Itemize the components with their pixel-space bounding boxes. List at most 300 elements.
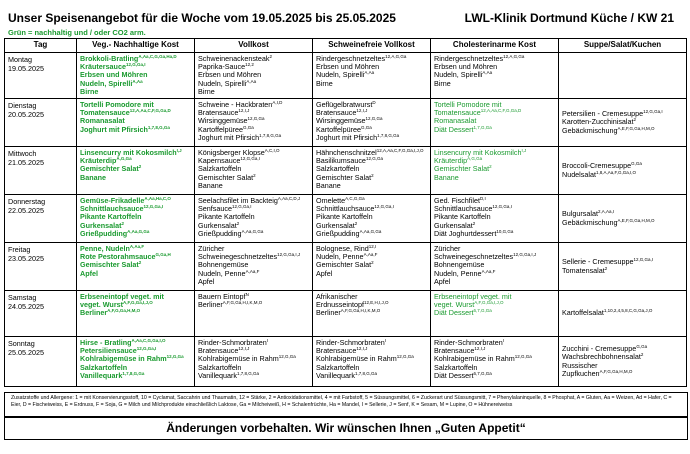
day-row xyxy=(5,99,687,147)
allergen-codes: I xyxy=(266,338,268,344)
dish-name: Banane xyxy=(198,180,223,190)
dish-name: Gurkensalat xyxy=(80,220,122,230)
dish-name: Wirsinggemüse xyxy=(198,116,248,126)
menu-item xyxy=(198,301,309,309)
vollkost-cell xyxy=(195,147,313,195)
dish-name: Tomatensauce xyxy=(434,108,481,118)
allergen-codes: 12,G,Ga,I xyxy=(240,156,260,162)
allergen-codes: 2,A,Aa,I xyxy=(597,209,614,215)
allergen-codes: A,C,I,O xyxy=(264,148,280,154)
menu-item xyxy=(434,372,555,380)
vollkost-cell xyxy=(195,291,313,337)
menu-item xyxy=(198,134,309,142)
dish-name: Gemüse-Frikadelle xyxy=(80,196,145,206)
cholesterinarm-cell xyxy=(431,337,559,387)
dish-name: Salzkartoffeln xyxy=(198,362,242,372)
dish-name: Romanasalat xyxy=(434,116,477,126)
allergen-codes: 12,I,J xyxy=(238,108,250,114)
allergen-codes: 1,7,8,G,Ga xyxy=(259,132,282,138)
day-date: 22.05.2025 xyxy=(8,206,44,216)
header-vollkost: Vollkost xyxy=(195,39,313,53)
dish-name: Rote Pestorahmsauce xyxy=(80,252,156,262)
allergen-codes: A,I,D xyxy=(272,100,283,106)
menu-item xyxy=(316,270,427,278)
menu-item xyxy=(562,219,683,227)
menu-item xyxy=(316,261,427,269)
dish-name: Ged. Fischfilet xyxy=(434,196,480,206)
dish-name: Bohnengemüse xyxy=(198,260,249,270)
dish-name: Königsberger Klopse xyxy=(198,148,265,158)
dish-name: Diät Dessert xyxy=(434,124,474,134)
day-row xyxy=(5,53,687,99)
allergen-codes: A,Aa,G,Ga xyxy=(241,228,264,234)
dish-name: Bratensauce xyxy=(198,346,239,356)
dish-name: Erbsen und Möhren xyxy=(198,70,262,80)
dish-name: Kartoffelpüree xyxy=(198,124,244,134)
allergen-codes: 12,A,G,Ga xyxy=(385,54,407,59)
dish-name: Birne xyxy=(316,78,333,88)
day-name: Dienstag xyxy=(8,101,37,111)
allergen-codes: A,C,G,Ga xyxy=(345,196,365,202)
dish-name: Omelette xyxy=(316,196,346,206)
allergen-codes: 12,G,Ga,I,J xyxy=(277,252,301,258)
allergen-codes: 1,7,8,G,Ga xyxy=(147,124,170,130)
allergen-codes: 12,G,Ga xyxy=(365,116,383,122)
allergen-codes: A,F,G,Ga,H,M,O xyxy=(599,368,633,374)
dish-name: Diät Dessert xyxy=(434,308,474,318)
dish-name: Schnittlauchsauce xyxy=(316,204,375,214)
allergen-codes: G,Ga xyxy=(243,124,254,130)
dish-name: Erbsen und Möhren xyxy=(434,62,498,72)
dish-name: Gemischter Salat xyxy=(80,260,139,270)
allergen-codes: A,Aa,F xyxy=(245,268,260,274)
allergen-codes: 6,7,G,Ga xyxy=(473,370,492,376)
dish-name: Rinder-Schmorbraten xyxy=(434,338,503,348)
menu-item xyxy=(562,127,683,135)
dish-name: Wirsinggemüse xyxy=(316,116,366,126)
dish-name: Bohnengemüse xyxy=(434,260,485,270)
menu-item xyxy=(316,230,427,238)
allergen-codes: A,E,F,G,Ga,H,M,O xyxy=(617,217,655,223)
veg-cell xyxy=(77,195,195,243)
allergen-codes: 12,I,J xyxy=(356,346,368,352)
menu-table xyxy=(4,38,687,387)
dish-name: Tomatensauce xyxy=(80,108,130,118)
dish-name: Zupfkuchen xyxy=(562,368,600,378)
allergen-codes: 12,E,H,I,J,O xyxy=(363,300,389,306)
menu-item xyxy=(80,126,191,134)
dish-name: Bratensauce xyxy=(198,108,239,118)
day-name: Donnerstag xyxy=(8,197,46,207)
dish-name: Birne xyxy=(198,86,215,96)
suppe-cell xyxy=(559,291,687,337)
dish-name: Penne, Nudeln xyxy=(80,244,130,254)
day-date: 23.05.2025 xyxy=(8,254,44,264)
header-schweinefrei: Schweinefreie Vollkost xyxy=(313,39,431,53)
dish-name: Nudeln, Spirelli xyxy=(80,78,133,88)
dish-name: Tortelli Pomodore mit xyxy=(434,100,502,110)
dish-name: Petersilien - Cremesuppe xyxy=(562,109,644,119)
allergen-codes: 12,A,Aa,C,F,G,Ga,D xyxy=(480,108,522,114)
allergen-codes: 12,G,Ga xyxy=(278,354,296,360)
schweinefrei-cell xyxy=(313,337,431,387)
allergen-codes: 12,2 xyxy=(245,62,254,68)
allergen-codes: 2 xyxy=(253,172,256,178)
dish-name: Seelachsfilet im Backteig xyxy=(198,196,278,206)
allergen-codes: 12,A,Aa,C,F,G,Ga,D xyxy=(129,108,171,114)
allergen-codes: A,G,Ga xyxy=(467,156,483,162)
menu-item xyxy=(198,372,309,380)
allergen-codes: A,Aa,F xyxy=(481,268,496,274)
dish-name: Erbseneintopf veget. mit xyxy=(434,292,512,302)
cholesterinarm-cell xyxy=(431,53,559,99)
dish-name: Birne xyxy=(434,78,451,88)
vollkost-cell xyxy=(195,337,313,387)
veg-cell xyxy=(77,337,195,387)
menu-item xyxy=(434,278,555,286)
dish-name: Nudeln, Spirelli xyxy=(316,70,365,80)
dish-name: Hirse - Bratling xyxy=(80,338,132,348)
allergen-codes: 6,7,G,Ga xyxy=(473,308,492,314)
menu-item xyxy=(80,372,191,380)
day-name: Samstag xyxy=(8,293,37,303)
dish-name: Gurkensalat xyxy=(316,220,355,230)
dish-name: Joghurt mit Pfirsich xyxy=(198,132,260,142)
menu-item xyxy=(562,309,683,317)
dish-name: Bratensauce xyxy=(316,346,357,356)
dish-name: Kohlrabigemüse in Rahm xyxy=(316,354,397,364)
dish-name: Apfel xyxy=(80,268,98,278)
dish-name: Basilikumsauce xyxy=(316,156,366,166)
dish-name: Kräuterdip xyxy=(80,156,117,166)
dish-name: Bratensauce xyxy=(434,346,475,356)
dish-name: Gebäckmischung xyxy=(562,125,618,135)
allergen-codes: 1,7,8,G,Ga xyxy=(355,370,378,376)
day-date: 25.05.2025 xyxy=(8,348,44,358)
dish-name: Erbsen und Möhren xyxy=(316,62,380,72)
vollkost-cell xyxy=(195,53,313,99)
dish-name: Pikante Kartoffeln xyxy=(198,212,255,222)
menu-item xyxy=(434,270,555,278)
day-cell xyxy=(5,243,77,291)
dish-name: Salzkartoffeln xyxy=(316,164,360,174)
allergen-codes: A,F,G,Ga,I,J,O xyxy=(474,300,504,306)
dish-name: Kartoffelpüree xyxy=(316,124,362,134)
dish-name: Sellerie - Cremesuppe xyxy=(562,257,634,267)
dish-name: Diät Joghurtdessert xyxy=(434,228,497,238)
suppe-cell xyxy=(559,243,687,291)
day-row xyxy=(5,195,687,243)
dish-name: Erbseneintopf veget. mit xyxy=(80,292,164,302)
allergen-codes: 12,A,G,Ga xyxy=(503,54,525,59)
day-row xyxy=(5,291,687,337)
cholesterinarm-cell xyxy=(431,147,559,195)
allergen-codes: 12,G,Ga xyxy=(514,354,532,360)
cholesterinarm-cell xyxy=(431,195,559,243)
schweinefrei-cell xyxy=(313,147,431,195)
dish-name: Apfel xyxy=(434,276,451,286)
day-cell xyxy=(5,291,77,337)
dish-name: Bulgursalat xyxy=(562,209,598,219)
dish-name: Salzkartoffeln xyxy=(80,362,128,372)
dish-name: Schnittlauchsauce xyxy=(434,204,493,214)
allergen-codes: A,Aa,C,G,Ga,Ha,D xyxy=(138,54,177,59)
allergen-codes: 2 xyxy=(236,220,240,226)
dish-name: Bolognese, Rind xyxy=(316,244,369,254)
dish-name: Rinder-Schmorbraten xyxy=(316,338,385,348)
dish-name: Apfel xyxy=(198,276,215,286)
dish-name: Vanillequark xyxy=(198,370,238,380)
allergen-codes: A,F,G,Ga,H,I,K,M,O xyxy=(340,308,381,314)
dish-name: Erdnusseintopf xyxy=(316,300,364,310)
dish-name: Gemischter Salat xyxy=(316,260,372,270)
allergen-codes: D,I xyxy=(479,196,486,202)
menu-item xyxy=(80,174,191,182)
dish-name: Nudeln, Penne xyxy=(434,268,482,278)
day-cell xyxy=(5,147,77,195)
allergen-codes: 2 xyxy=(269,54,273,59)
dish-name: Bratensauce xyxy=(316,108,357,118)
suppe-cell xyxy=(559,337,687,387)
dish-name: Birne xyxy=(80,86,99,96)
allergen-codes: 2 xyxy=(121,220,125,226)
dish-name: Nudeln, Penne xyxy=(198,268,246,278)
veg-cell xyxy=(77,53,195,99)
menu-item xyxy=(80,88,191,96)
day-cell xyxy=(5,99,77,147)
dish-name: Banane xyxy=(434,172,459,182)
vollkost-cell xyxy=(195,243,313,291)
dish-name: Pikante Kartoffeln xyxy=(434,212,491,222)
allergen-codes: 12,G,Ga,I xyxy=(492,204,512,210)
dish-name: Russischer xyxy=(562,360,598,370)
allergen-codes: I xyxy=(384,338,386,344)
allergen-codes: 12,G,Ga,I xyxy=(143,204,164,210)
menu-item xyxy=(434,230,555,238)
dish-name: Rindergeschnetzeltes xyxy=(434,54,504,63)
dish-name: Kapernsauce xyxy=(198,156,241,166)
allergen-codes: 2 xyxy=(138,260,142,266)
allergen-codes: 12,I xyxy=(368,244,377,250)
schweinefrei-cell xyxy=(313,53,431,99)
header-cholesterinarm: Cholesterinarme Kost xyxy=(431,39,559,53)
dish-name: Diät Dessert xyxy=(434,370,474,380)
day-row xyxy=(5,337,687,387)
day-name: Montag xyxy=(8,55,32,64)
day-name: Sonntag xyxy=(8,339,35,349)
menu-item xyxy=(434,174,555,182)
allergen-codes: 12,G,Ga,I xyxy=(231,204,252,210)
dish-name: Kräutersauce xyxy=(80,62,126,72)
allergen-codes: A,F,G,Ga,H,M,O xyxy=(107,308,141,314)
vollkost-cell xyxy=(195,99,313,147)
veg-cell xyxy=(77,243,195,291)
dish-name: Pikante Kartoffeln xyxy=(316,212,373,222)
day-date: 21.05.2025 xyxy=(8,158,44,168)
allergen-codes: A,Aa,F xyxy=(129,244,145,250)
schweinefrei-cell xyxy=(313,291,431,337)
dish-name: Apfel xyxy=(316,268,333,278)
dish-name: Salzkartoffeln xyxy=(198,164,242,174)
day-cell xyxy=(5,195,77,243)
allergen-codes: D xyxy=(372,100,376,106)
allergen-codes: N xyxy=(245,292,249,298)
menu-item xyxy=(434,309,555,317)
schweinefrei-cell xyxy=(313,243,431,291)
dish-name: Joghurt mit Pfirsich xyxy=(316,132,378,142)
allergen-codes: A,Aa,C,G,Ga,I,O xyxy=(131,338,166,344)
day-date: 20.05.2025 xyxy=(8,110,44,120)
allergen-codes: 12,I,J xyxy=(356,108,368,114)
dish-name: Gurkensalat xyxy=(198,220,237,230)
dish-name: Senfsauce xyxy=(198,204,232,214)
allergen-codes: G,Ga xyxy=(631,161,642,167)
allergen-codes: 2 xyxy=(633,117,637,123)
allergen-codes: A,Aa,G,Ga xyxy=(359,228,382,234)
menu-item xyxy=(198,88,309,96)
dish-name: Grießpudding xyxy=(80,228,128,238)
dish-name: Züricher xyxy=(198,244,225,254)
dish-name: Afrikanischer xyxy=(316,292,358,302)
dish-name: Banane xyxy=(316,180,341,190)
dish-name: Vanillequark xyxy=(80,370,123,380)
day-row xyxy=(5,243,687,291)
dish-name: Grießpudding xyxy=(198,228,242,238)
allergen-codes: 1,7,8,G,Ga xyxy=(237,370,260,376)
allergen-codes: G,Ga xyxy=(636,344,648,350)
allergen-codes: 1,7,G,Ga xyxy=(473,124,492,130)
suppe-cell xyxy=(559,99,687,147)
dish-name: Schnittlauchsauce xyxy=(80,204,144,214)
veg-cell xyxy=(77,147,195,195)
dish-name: Banane xyxy=(80,172,106,182)
dish-name: Kräuterdip xyxy=(434,156,468,166)
dish-name: Schweinenackensteak xyxy=(198,54,270,63)
day-cell xyxy=(5,337,77,387)
allergen-codes: A,Aa,F xyxy=(363,252,378,258)
allergen-codes: 12,G,Ga xyxy=(365,156,383,162)
schweinefrei-cell xyxy=(313,195,431,243)
dish-name: Nudeln, Penne xyxy=(316,252,364,262)
allergen-codes: I,J xyxy=(176,148,182,154)
menu-item xyxy=(316,309,427,317)
header-tag: Tag xyxy=(5,39,77,53)
dish-name: Gebäckmischung xyxy=(562,217,618,227)
dish-name: Hähnchenschnitzel xyxy=(316,148,377,158)
suppe-cell xyxy=(559,195,687,243)
allergen-codes: 2 xyxy=(371,172,374,178)
day-cell xyxy=(5,53,77,99)
allergen-codes: 2 xyxy=(604,265,608,271)
menu-item xyxy=(434,126,555,134)
allergen-codes: 12,G,Ga,I xyxy=(125,62,146,68)
allergen-codes: 2 xyxy=(354,220,358,226)
menu-item xyxy=(80,270,191,278)
dish-name: Kohlrabigemüse in Rahm xyxy=(198,354,279,364)
dish-name: veget. Wurst xyxy=(434,300,475,310)
dish-name: Gurkensalat xyxy=(434,220,473,230)
allergen-codes: 2 xyxy=(640,352,644,358)
allergen-codes: 1,10,2,4,5,8,C,G,Ga,J,O xyxy=(603,308,653,314)
dish-name: Vanillequark xyxy=(316,370,356,380)
day-row xyxy=(5,147,687,195)
dish-name: Kohlrabigemüse in Rahm xyxy=(434,354,515,364)
dish-name: Grießpudding xyxy=(316,228,360,238)
allergen-codes: 12,I,J xyxy=(238,346,250,352)
dish-name: Tortelli Pomodore mit xyxy=(80,100,154,110)
dish-name: Pikante Kartoffeln xyxy=(80,212,142,222)
dish-name: Wachsbrechbohnensalat xyxy=(562,352,641,362)
allergen-codes: 12,G,Ga,I,J xyxy=(513,252,537,258)
page-title: Unser Speisenangebot für die Woche vom 19.05.2025 bis 25.05.2025 xyxy=(8,11,396,25)
menu-item xyxy=(316,182,427,190)
menu-item xyxy=(562,370,683,378)
footer-note: Änderungen vorbehalten. Wir wünschen Ihnen „Guten Appetit“ xyxy=(4,416,688,440)
dish-name: Gemischter Salat xyxy=(316,172,372,182)
allergen-codes: A,Aa,C,D,J xyxy=(277,196,301,202)
dish-name: Gemischter Salat xyxy=(434,164,490,174)
menu-item xyxy=(562,267,683,275)
allergen-codes: 12,I,J xyxy=(474,346,486,352)
allergen-codes: 1,7,8,G,Ga xyxy=(377,132,400,138)
allergen-codes: A,Aa xyxy=(364,70,375,76)
dish-name: Linsencurry mit Kokosmilch xyxy=(434,148,522,158)
allergen-codes: 2 xyxy=(472,220,476,226)
dish-name: Nudeln, Spirelli xyxy=(434,70,483,80)
allergen-codes: 1,7,8,G,Ga xyxy=(122,370,145,376)
menu-item xyxy=(316,80,427,88)
dish-name: Züricher xyxy=(434,244,461,254)
dish-name: Romanasalat xyxy=(80,116,125,126)
header-veg: Veg.- Nachhaltige Kost xyxy=(77,39,195,53)
day-name: Mittwoch xyxy=(8,149,37,159)
menu-item xyxy=(434,80,555,88)
kitchen-label: LWL-Klinik Dortmund Küche / KW 21 xyxy=(464,11,674,25)
menu-item xyxy=(434,71,555,79)
allergen-codes: A,Aa,G,Ga xyxy=(127,228,150,234)
header-row xyxy=(5,39,687,53)
dish-name: Brokkoli-Bratling xyxy=(80,54,139,63)
dish-name: Gemischter Salat xyxy=(198,172,254,182)
dish-name: Rinder-Schmorbraten xyxy=(198,338,267,348)
dish-name: Berliner xyxy=(80,308,108,318)
veg-cell xyxy=(77,291,195,337)
schweinefrei-cell xyxy=(313,99,431,147)
dish-name: Paprika-Sauce xyxy=(198,62,246,72)
allergen-codes: I xyxy=(502,338,504,344)
allergen-codes: 2 xyxy=(371,260,374,266)
day-name: Freitag xyxy=(8,245,31,255)
dish-name: Schweine - Hackbraten xyxy=(198,100,273,110)
allergen-codes: 12,G,Ga,I xyxy=(633,257,654,263)
suppe-cell xyxy=(559,147,687,195)
menu-item xyxy=(198,182,309,190)
dish-name: Karotten-Zucchinisalat xyxy=(562,117,634,127)
allergen-codes: 12,G,Ga,I xyxy=(136,346,157,352)
allergen-codes: A,E,F,G,Ga,H,M,O xyxy=(617,125,655,131)
cholesterinarm-cell xyxy=(431,99,559,147)
cholesterinarm-cell xyxy=(431,291,559,337)
cholesterinarm-cell xyxy=(431,243,559,291)
allergen-codes: 12,G,Ga,I xyxy=(374,204,394,210)
dish-name: Salzkartoffeln xyxy=(434,362,478,372)
allergen-codes: 12,G,Ga,I xyxy=(643,109,663,115)
dish-name: veget. Wurst xyxy=(80,300,124,310)
dish-name: Rindergeschnetzeltes xyxy=(316,54,386,63)
header-suppe-salat-kuchen: Suppe/Salat/Kuchen xyxy=(559,39,687,53)
allergen-codes: I,J xyxy=(521,148,527,154)
menu-item xyxy=(80,230,191,238)
